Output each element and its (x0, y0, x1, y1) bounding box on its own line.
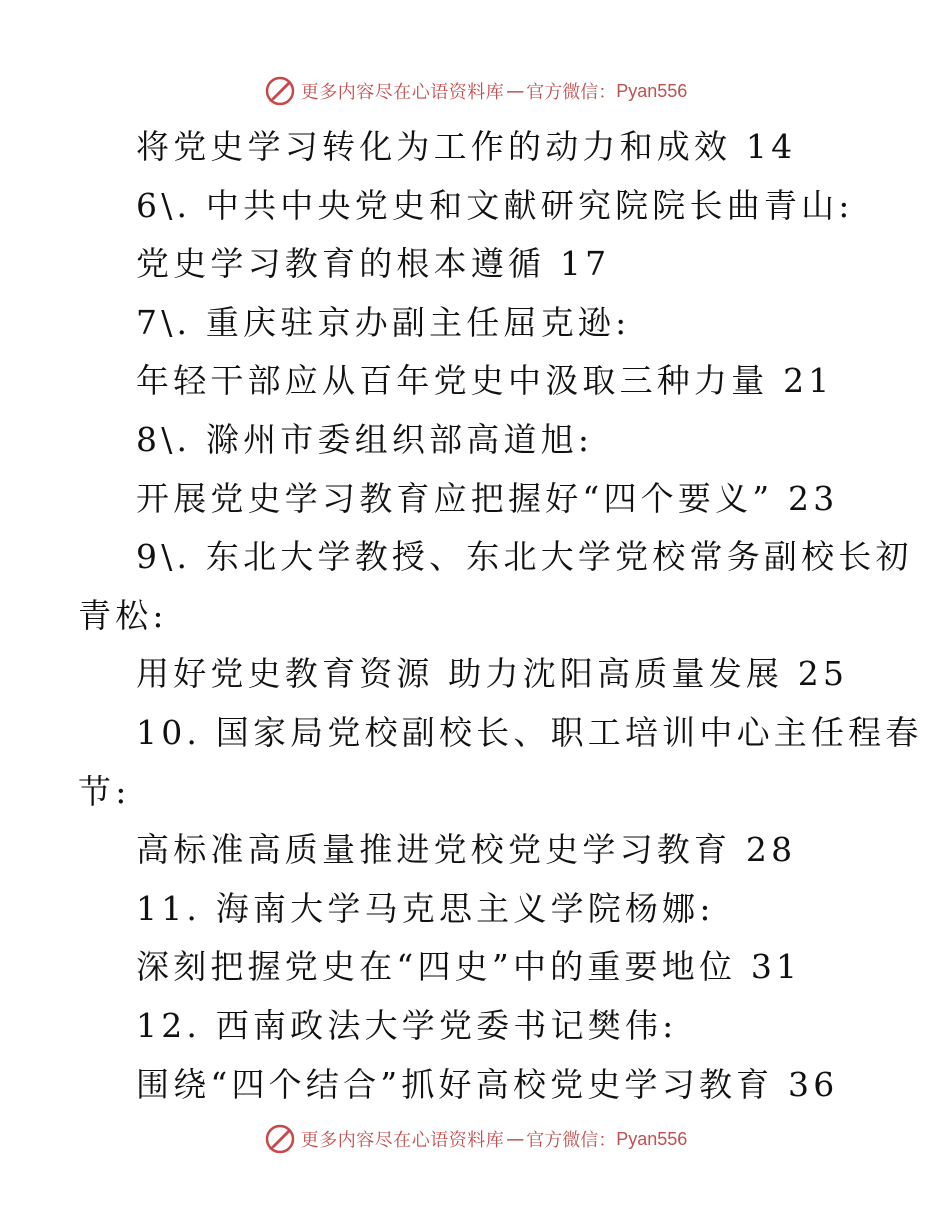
toc-line: 12. 西南政法大学党委书记樊伟: (136, 1005, 678, 1045)
watermark-dash: — (506, 80, 525, 102)
pen-logo-icon (263, 74, 297, 108)
watermark-main-text: 更多内容尽在心语资料库 (300, 82, 505, 103)
toc-line: 党史学习教育的根本遵循 17 (136, 244, 611, 284)
watermark-dash: — (506, 1128, 525, 1150)
toc-line: 年轻干部应从百年党史中汲取三种力量 21 (136, 361, 834, 401)
watermark-header (0, 71, 950, 111)
toc-line: 10. 国家局党校副校长、职工培训中心主任程春 (136, 712, 923, 752)
watermark-footer (0, 1119, 950, 1159)
toc-line: 8\. 滁州市委组织部高道旭: (136, 419, 594, 459)
pen-logo-icon (263, 1122, 297, 1156)
toc-line: 青松: (78, 595, 168, 635)
document-body (0, 118, 950, 1114)
toc-line: 11. 海南大学马克思主义学院杨娜: (136, 888, 715, 928)
toc-line: 用好党史教育资源 助力沈阳高质量发展 25 (136, 654, 849, 694)
watermark-contact-label: 官方微信： (526, 1130, 617, 1151)
toc-line: 节: (78, 771, 131, 811)
toc-line: 深刻把握党史在“四史”中的重要地位 31 (136, 947, 802, 987)
watermark-wechat-id: Pyan556 (616, 1128, 688, 1149)
toc-line: 将党史学习转化为工作的动力和成效 14 (136, 127, 797, 166)
toc-line: 9\. 东北大学教授、东北大学党校常务副校长初 (136, 537, 913, 577)
watermark-main-text: 更多内容尽在心语资料库 (300, 1130, 505, 1151)
watermark-contact-label: 官方微信： (526, 82, 617, 103)
toc-line: 开展党史学习教育应把握好“四个要义” 23 (136, 478, 839, 518)
watermark-wechat-id: Pyan556 (616, 80, 688, 101)
toc-line: 围绕“四个结合”抓好高校党史学习教育 36 (136, 1064, 839, 1104)
toc-line: 6\. 中共中央党史和文献研究院院长曲青山: (136, 185, 854, 225)
toc-line: 高标准高质量推进党校党史学习教育 28 (136, 830, 797, 870)
toc-line: 7\. 重庆驻京办副主任屈克逊: (136, 302, 631, 342)
